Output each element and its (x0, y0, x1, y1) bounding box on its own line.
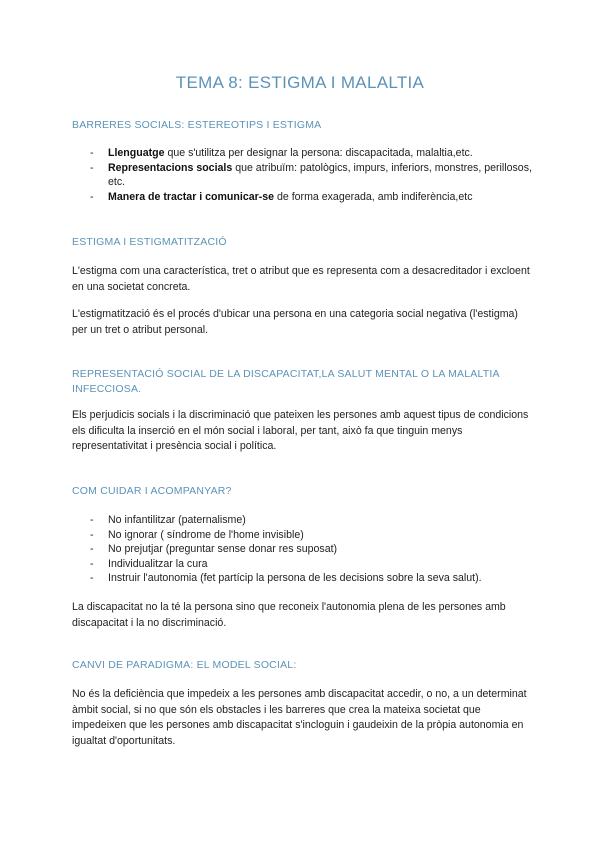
section-heading-estigma: ESTIGMA I ESTIGMATITZACIÓ (72, 236, 227, 248)
list-item-text: No prejutjar (preguntar sense donar res suposat) (108, 543, 338, 555)
list-dash: - (90, 528, 94, 541)
list-dash: - (90, 190, 94, 203)
list-item (72, 557, 542, 572)
list-dash: - (90, 161, 94, 174)
list-item-bold: Representacions socials (108, 161, 233, 174)
paragraph: La discapacitat no la té la persona sino que reconeix l'autonomia plena de les persones amb discapacitat i la no discriminació. (72, 601, 506, 629)
section-heading-representacio: REPRESENTACIÓ SOCIAL DE LA DISCAPACITAT,LA SALUT MENTAL O LA MALALTIA INFECCIOSA. (72, 368, 500, 395)
list-item (72, 528, 542, 543)
list-item-text: No infantilitzar (paternalisme) (108, 514, 246, 526)
list-dash: - (90, 572, 94, 584)
list-dash: - (90, 543, 94, 555)
list-item (72, 571, 542, 586)
barreres-list (72, 146, 542, 204)
list-item (72, 190, 542, 205)
paragraph: L'estigma com una característica, tret o atribut que es representa com a desacreditador i excloent en una societat concreta. (72, 265, 530, 293)
paragraph: No és la deficiència que impedeix a les persones amb discapacitat accedir, o no, a un determinat àmbit social, si no que són els obstacles i les barreres que crea la mateixa societat que impedeixen que les persones amb discapacitat s'incloguin i gaudeixin de la pròpia autonomia en igualtat d'oportunitats. (72, 688, 527, 747)
list-item-text: de forma exagerada, amb indiferència,etc (274, 190, 473, 203)
list-item-text: que atribuïm: patològics, impurs, inferiors, monstres, perillosos, etc. (108, 161, 532, 188)
list-item-text: Instruir l'autonomia (fet partícip la persona de les decisions sobre la seva salut). (108, 572, 482, 584)
list-dash: - (90, 557, 94, 570)
list-item (72, 146, 542, 161)
section-heading-barreres: BARRERES SOCIALS: ESTEREOTIPS I ESTIGMA (72, 119, 322, 131)
list-item-text: No ignorar ( síndrome de l'home invisible) (108, 528, 304, 541)
section-heading-paradigma: CANVI DE PARADIGMA: EL MODEL SOCIAL: (72, 659, 297, 671)
list-item-text: que s'utilitza per designar la persona: discapacitada, malaltia,etc. (164, 147, 473, 159)
list-item-bold: Llenguatge (108, 147, 165, 159)
list-item (72, 161, 542, 190)
list-item-bold: Manera de tractar i comunicar-se (108, 190, 275, 203)
list-dash: - (90, 514, 94, 526)
section-heading-cuidar: COM CUIDAR I ACOMPANYAR? (72, 485, 232, 497)
list-dash: - (90, 147, 94, 159)
cuidar-list (72, 513, 542, 586)
list-item (72, 513, 542, 528)
list-item-text: Individualitzar la cura (108, 557, 208, 570)
paragraph: Els perjudicis socials i la discriminació que pateixen les persones amb aquest tipus de condicions els dificulta la inserció en el món social i laboral, per tant, això fa que tinguin menys representativitat i presència social i política. (72, 409, 529, 452)
paragraph: L'estigmatització és el procés d'ubicar una persona en una categoria social negativa (l'estigma) per un tret o atribut personal. (72, 308, 518, 336)
list-item (72, 542, 542, 557)
page-title: TEMA 8: ESTIGMA I MALALTIA (175, 73, 425, 92)
